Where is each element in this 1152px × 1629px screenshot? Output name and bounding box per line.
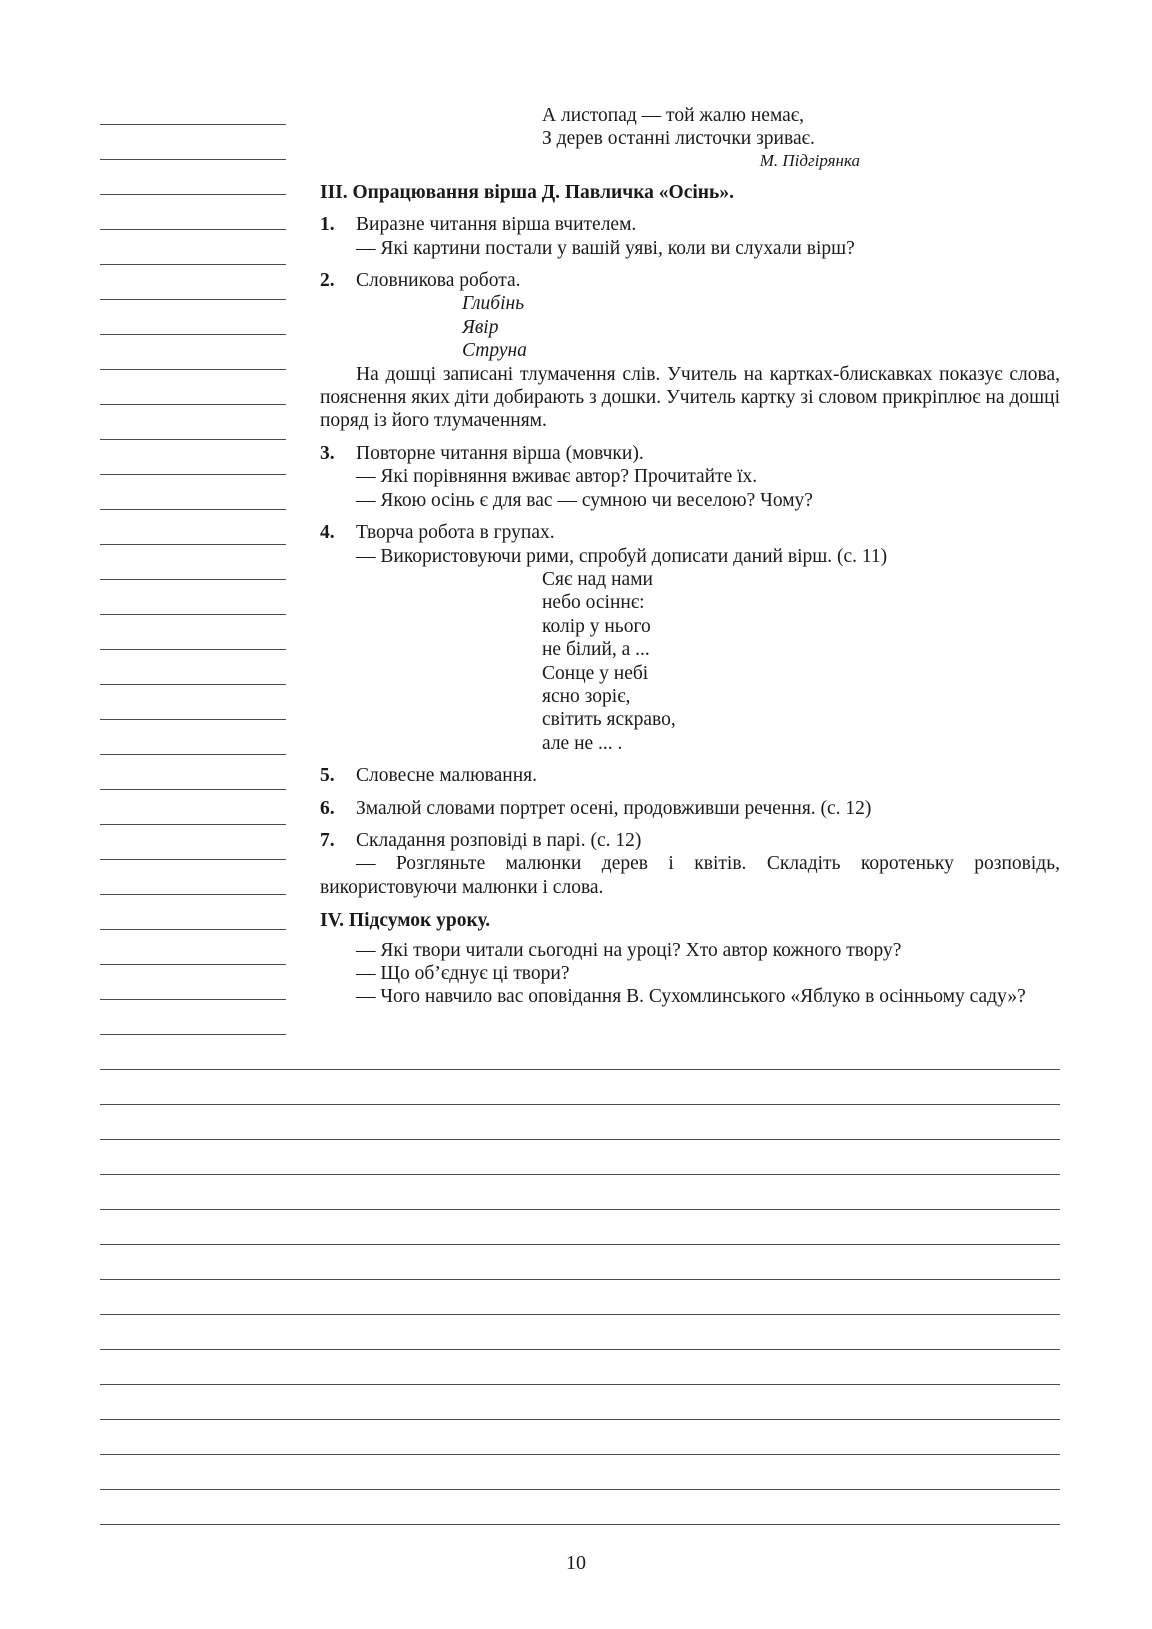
item-number: 3. (320, 442, 335, 464)
summary-question: — Що об’єднує ці твори? (356, 963, 570, 984)
item-number: 7. (320, 829, 335, 851)
item-task: — Використовуючи рими, спробуй дописати даний вірш. (с. 11) (356, 545, 888, 567)
poem-line: колір у нього (542, 615, 651, 637)
vocab-paragraph: На дошці записані тлумачення слів. Учитель на картках-блискавках показує слова, пояснення яких діти добирають з дошки. Учитель картку зі словом прикріплює на дошці поряд із його тлумаченням. (320, 363, 1060, 432)
item-question: — Які порівняння вживає автор? Прочитайте їх. (356, 466, 758, 488)
poem-line: не білий, а ... (542, 639, 650, 661)
page-number: 10 (566, 1552, 586, 1574)
note-line (100, 1454, 1060, 1455)
note-line (100, 1139, 1060, 1140)
item-number: 5. (320, 765, 335, 787)
note-line (100, 1489, 1060, 1490)
poem-line: А листопад — той жалю немає, (542, 105, 805, 126)
note-line (100, 1104, 1060, 1105)
vocab-word: Струна (462, 340, 527, 362)
poem-line: небо осіннє: (542, 592, 645, 614)
item-question: — Якою осінь є для вас — сумною чи веселою? Чому? (356, 489, 813, 511)
note-line (100, 1174, 1060, 1175)
item-title: Творча робота в групах. (356, 522, 555, 544)
item-number: 4. (320, 522, 335, 544)
item-task: — Розгляньте малюнки дерев і квітів. Складіть коротеньку розповідь, використовуючи малюнки і слова. (320, 853, 1060, 898)
poem-author: М. Підгірянка (759, 150, 860, 170)
poem-line: світить яскраво, (542, 709, 676, 731)
poem-line: Сонце у небі (542, 662, 649, 684)
poem-line: З дерев останні листочки зриває. (542, 128, 815, 150)
summary-question: — Чого навчило вас оповідання В. Сухомлинського «Яблуко в осінньому саду»? (356, 986, 1026, 1008)
note-line (100, 1349, 1060, 1350)
bottom-note-lines (100, 0, 1060, 1629)
vocab-word: Глибінь (462, 293, 525, 315)
item-title: Словникова робота. (356, 270, 521, 292)
item-number: 2. (320, 270, 335, 292)
summary-question: — Які твори читали сьогодні на уроці? Хто автор кожного твору? (356, 939, 902, 961)
poem-line: але не ... . (542, 732, 623, 754)
item-title: Складання розповіді в парі. (с. 12) (356, 829, 642, 851)
item-title: Словесне малювання. (356, 765, 537, 787)
item-number: 1. (320, 214, 335, 236)
note-line (100, 1069, 1060, 1070)
vocab-word: Явір (462, 316, 499, 338)
item-title: Виразне читання вірша вчителем. (356, 214, 637, 236)
note-line (100, 1524, 1060, 1525)
poem-line: Сяє над нами (542, 568, 653, 590)
item-title: Повторне читання вірша (мовчки). (356, 442, 644, 464)
poem-line: ясно зоріє, (542, 685, 631, 707)
item-number: 6. (320, 797, 335, 819)
section-4-heading: IV. Підсумок уроку. (320, 910, 491, 932)
note-line (100, 1209, 1060, 1210)
item-title: Змалюй словами портрет осені, продовживши речення. (с. 12) (356, 797, 872, 819)
note-line (100, 1419, 1060, 1420)
note-line (100, 1279, 1060, 1280)
section-3-heading: III. Опрацювання вірша Д. Павличка «Осінь». (320, 181, 734, 203)
note-line (100, 1244, 1060, 1245)
item-question: — Які картини постали у вашій уяві, коли ви слухали вірш? (356, 237, 855, 259)
note-line (100, 1384, 1060, 1385)
note-line (100, 1314, 1060, 1315)
